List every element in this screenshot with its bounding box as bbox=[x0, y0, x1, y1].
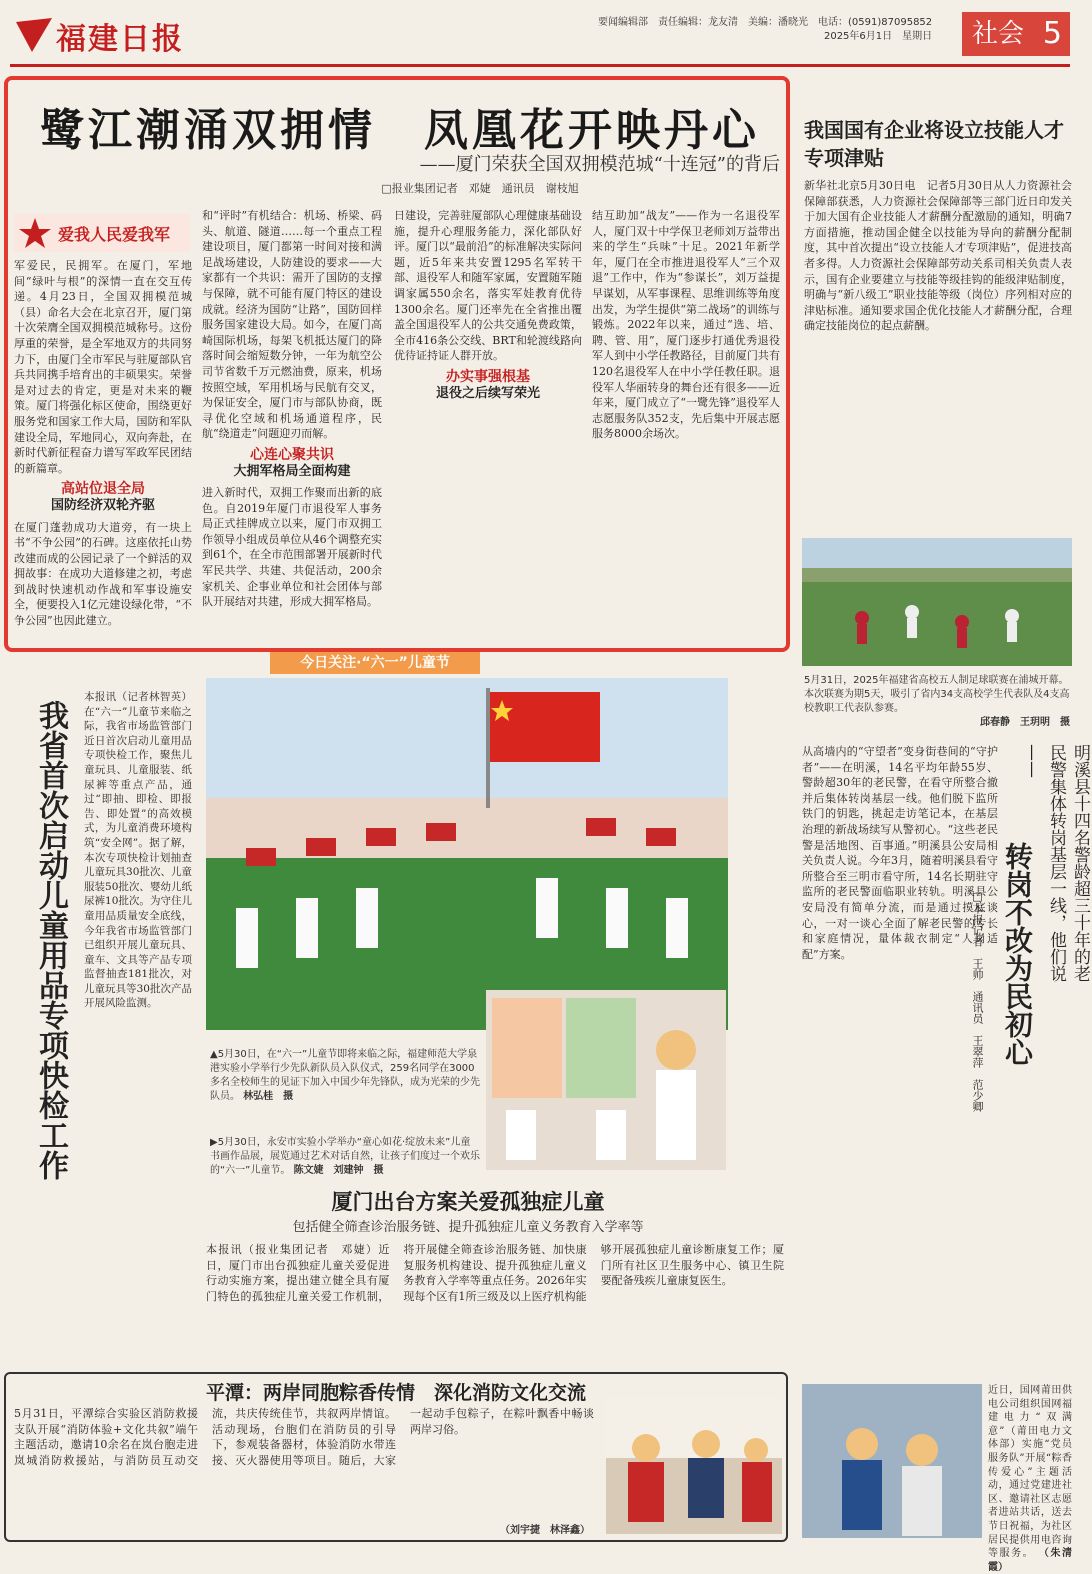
news1-body: 新华社北京5月30日电 记者5月30日从人力资源社会保障部获悉，人力资源社会保障部等三部门近日印发关于加大国有企业技能人才薪酬分配激励的通知，明确7方面措施，推动国企健全以技能为导向的薪酬分配制度，其中首次提出“设立技能人才专项津贴”，促进技高者多得。人力资源社会保障部劳动关系司相关负责人表示，国有企业要建立与技能等级挂钩的能级津贴制度，明确与“新八级工”职业技能等级（岗位）序列相对应的津贴标准。通知要求国企优化技能人才薪酬分配，合理确定技能岗位的起点薪酬。 bbox=[804, 179, 1072, 333]
lead-col-2-subhead: 大拥军格局全面构建 bbox=[233, 463, 351, 479]
lead-subtitle: ——厦门荣获全国双拥模范城“十连冠”的背后 bbox=[419, 154, 780, 175]
power-image bbox=[802, 1384, 982, 1538]
story2-body: 从高墙内的“守望者”变身街巷间的“守护者”——在明溪，14名平均年龄55岁、警龄超30年的老民警，在看守所整合撤并后集体转岗基层一线。他们脱下监所铁门的钥匙，挑起走访笔记本，在基层治理的新战场续写从警初心。“这些老民警是活地图、百事通。”明溪县公安局相关负责人说。今年3月，随着明溪县看守所整合至三明市看守所，14名长期驻守监所的老民警面临职业转轨。明溪县公安局没有简单分流，而是通过摸底谈心，一对一谈心全面了解老民警的专长和家庭情况，量体裁衣制定“人岗适配”方案。 bbox=[802, 745, 998, 961]
logo: 福建日报 bbox=[56, 22, 184, 57]
section-name: 社会 bbox=[972, 19, 1025, 49]
masthead-rule bbox=[10, 64, 1070, 67]
feature-cap1-text: ▲5月30日，在“六一”儿童节即将来临之际，福建师范大学泉港实验小学举行少先队新队员入队仪式，259名同学在3000多名全校师生的见证下加入中国少年先锋队，成为光荣的少先队员。 bbox=[210, 1049, 480, 1102]
lead-byline: □报业集团记者 邓婕 通讯员 谢枝旭 bbox=[381, 182, 579, 195]
feature-cap2 bbox=[210, 1136, 480, 1176]
logo-mark-icon bbox=[14, 16, 54, 54]
news1-title: 我国国有企业将设立技能人才专项津贴 bbox=[804, 118, 1064, 170]
pingtan-title: 平潭：两岸同胞粽香传情 深化消防文化交流 bbox=[205, 1382, 586, 1404]
feature-banner: 今日关注·“六一”儿童节 bbox=[270, 652, 480, 674]
masthead bbox=[0, 0, 1080, 66]
feature-body: 本报讯（记者林智英）在“六一”儿童节来临之际，我省市场监管部门近日首次启动儿童用品专项快检工作，聚焦儿童玩具、儿童服装、纸尿裤等重点产品，通过“即抽、即检、即报告、即处置”的高效模式，为儿童消费环境构筑“安全网”。据了解，本次专项快检计划抽查儿童玩具30批次、儿童服装50批次、婴幼儿纸尿裤10批次。为守住儿童用品质量安全底线，今年我省市场监管部门已组织开展儿童玩具、童车、文具等产品专项监督抽查181批次，对儿童玩具等30批次产品开展风险监测。 bbox=[84, 691, 192, 1010]
page-number: 5 bbox=[1042, 16, 1062, 51]
story2-kicker: 明溪县十四名警龄超三十年的老民警集体转岗基层一线，他们说—— bbox=[1022, 744, 1090, 982]
story4-credit: （朱清霞） bbox=[988, 1548, 1073, 1573]
pingtan-image bbox=[606, 1398, 782, 1534]
pingtan-body: 5月31日，平潭综合实验区消防救援支队开展“消防体验+文化共叙”端午主题活动，邀请10余名在岚台胞走进岚城消防救援站，与消防员互动交流，共庆传统佳节，共叙两岸情谊。活动现场，台胞们在消防员的引导下，参观装备器材，体验消防水带连接、灭火器使用等项目。随后，大家一起动手包粽子，在粽叶飘香中畅谈两岸习俗。 bbox=[14, 1407, 594, 1467]
feature-cap1 bbox=[210, 1048, 480, 1148]
story-title: 厦门出台方案关爱孤独症儿童 bbox=[331, 1190, 605, 1214]
football-credit: 邱春静 王玥明 摄 bbox=[980, 717, 1070, 728]
lead-col-3-text: 日建设，完善驻厦部队心理健康基础设施，提升心理服务能力，深化部队好评。厦门以“最前沿”的标准解决实际问题，近5年来共安置1295名军转干部、退役军人和随军家属，安置随军随调家属550余名，落实军娃教育优待1300余名。厦门还率先在全省推出覆盖全国退役军人的公共交通免费政策，全市416条公交线、BRT和轮渡线路向优待证持证人群开放。 bbox=[394, 209, 582, 363]
star-icon bbox=[18, 216, 52, 250]
flag-ceremony-photo bbox=[206, 678, 728, 1030]
lead-col-2 bbox=[202, 208, 382, 644]
football-caption bbox=[804, 674, 1070, 730]
story4-body bbox=[988, 1384, 1073, 1573]
lead-col-1b-text: 在厦门蓬勃成功大道旁，有一块上书“不争公园”的石碑。这座依托山势改建而成的公园记录了一个鲜活的双拥故事：在成功大道修建之初，考虑到战时快速机动作战和军事设施安全，便要投入1亿元建设绿化带，“不争公园”也因此建立。 bbox=[14, 520, 192, 628]
art-show-image bbox=[486, 990, 726, 1170]
editor-line: 要闻编辑部 责任编辑：龙友清 美编：潘晓光 电话：(0591)87095852 2025年6月1日 星期日 bbox=[598, 17, 933, 42]
lead-col-3 bbox=[394, 208, 582, 644]
lead-badge bbox=[14, 214, 190, 252]
section-badge bbox=[962, 12, 1070, 56]
feature-cap2-credit: 陈文婕 刘建钟 摄 bbox=[293, 1165, 384, 1176]
lead-col-2-redhead: 心连心聚共识 bbox=[250, 446, 334, 463]
power-photo bbox=[802, 1384, 982, 1538]
feature-cap2-text: ▶5月30日，永安市实验小学举办“童心如花·绽放未来”儿童书画作品展，展览通过艺术对话自然，让孩子们度过一个欢乐的“六一”儿童节。 bbox=[210, 1137, 480, 1176]
flag-ceremony-image bbox=[206, 678, 728, 1030]
lead-title: 鹭江潮涌双拥情 凤凰花开映丹心 bbox=[40, 105, 760, 156]
football-caption-text: 5月31日，2025年福建省高校五人制足球联赛在浦城开幕。本次联赛为期5天，吸引了省内34支高校学生代表队及4支高校教职工代表队参赛。 bbox=[804, 675, 1070, 714]
lead-col-1-subhead: 国防经济双轮齐驱 bbox=[50, 497, 155, 513]
lead-col-4-text: 结互助加“战友”——作为一名退役军人，厦门双十中学保卫老师刘万益带出来的学生“兵味”十足。2021年新学年，厦门在全市推进退役军人“三个双退”工作中，作为“参谋长”，刘万益提早谋划，从军事课程、思维训练等角度出发，为学生提供“第二战场”的训练与锻炼。2022年以来，通过“选、培、聘、管、用”，厦门逐步打通优秀退役军人到中小学任教路径，目前厦门共有120名退役军人在中小学任教任职。退役军人华丽转身的舞台还有很多——近年来，厦门成立了“一鹭先锋”退役军人志愿服务队352支，先后集中开展志愿服务8000余场次。 bbox=[592, 209, 780, 441]
pingtan-credit: （刘宇捷 林泽鑫） bbox=[500, 1525, 590, 1536]
story4-text: 近日，国网莆田供电公司组织国网福建电力“双满意”（莆田电力文体部）实施“党员服务队”开展“粽香传爱心”主题活动，通过党建进社区、邀请社区志愿者进站共话，送去节日祝福，为社区居民提供用电咨询等服务。 bbox=[988, 1385, 1072, 1560]
lead-col-4 bbox=[592, 208, 780, 644]
lead-col-1 bbox=[14, 258, 192, 642]
football-photo-image bbox=[802, 538, 1072, 666]
feature-cap1-credit: 林弘桂 摄 bbox=[243, 1091, 294, 1102]
lead-col-3-redhead: 办实事强根基 bbox=[446, 368, 530, 385]
football-photo bbox=[802, 538, 1072, 666]
story2-big-title: 转岗不改为民初心 bbox=[1001, 842, 1034, 1066]
lead-badge-label: 爱我人民爱我军 bbox=[58, 225, 171, 244]
lead-col-1-redhead: 高站位退全局 bbox=[61, 481, 145, 498]
lead-col-2b-text: 进入新时代，双拥工作聚而出新的底色。自2019年厦门市退役军人事务局正式挂牌成立以来，厦门市双拥工作领导小组成员单位从46个调整充实到61个，在全市范围部署开展新时代军民共学、共建、共促活动，200余家机关、企事业单位和社会团体与部队开展结对共建，形成大拥军格局。 bbox=[202, 486, 382, 609]
issue-date: 2025年6月1日 星期日 bbox=[823, 31, 933, 42]
story2-byline: □本报记者 王帅 通讯员 王翠萍 范少卿 bbox=[971, 890, 984, 1112]
story-subtitle: 包括健全筛查诊治服务链、提升孤独症儿童义务教育入学率等 bbox=[292, 1220, 644, 1235]
lead-col-2-text: 和“评时”有机结合：机场、桥梁、码头、航道、隧道……每一个重点工程建设项目，厦门都第一时间对接和满足战场建设，人防建设的要求——大家都有一个共识：需开了国防的支撑与保障，就不可能有厦门特区的建设成就。经济为国防“让路”，国防回样服务国家建设大局。如今，在厦门高崎国际机场，每架飞机抵达厦门的降落时间会缩短数分钟，一年为航空公司节省数千万元燃油费，原来，机场按照空域，军用机场与民航有交叉，为保证安全，厦门市与部队协商，既寻优化空域和机场通道程序，民航“绕道走”问题迎刃而解。 bbox=[202, 209, 382, 441]
art-show-photo bbox=[486, 990, 726, 1170]
lead-col-1-text: 军爱民，民拥军。在厦门，军地间“绿叶与根”的深情一直在交互传递。4月23日，全国双拥模范城（县）命名大会在北京召开，厦门第十次荣膺全国双拥模范城称号。这份厚重的荣誉，是全军地双方的共同努力下，由厦门全市军民与驻厦部队官兵共同携手培育出的丰硕果实。荣誉是对过去的肯定，更是对未来的鞭策。厦门将强化标区使命，围绕更好服务党和国家工作大局，国防和军队建设全局，军地同心，双向奔赴，在新时代新征程奋力谱写军政军民团结的新篇章。 bbox=[14, 259, 192, 475]
lead-col-3-subhead: 退役之后续写荣光 bbox=[435, 385, 540, 401]
feature-vertical-title: 我省首次启动儿童用品专项快检工作 bbox=[33, 700, 68, 1180]
pingtan-photo bbox=[606, 1398, 782, 1534]
story-body: 本报讯（报业集团记者 邓婕）近日，厦门市出台孤独症儿童关爱促进行动实施方案，提出建立健全具有厦门特色的孤独症儿童关爱工作机制，将开展健全筛查诊治服务链、加快康复服务机构建设、提升孤独症儿童义务教育入学率等重点任务。2026年实现每个区有1所三级及以上医疗机构能够开展孤独症儿童诊断康复工作；厦门所有社区卫生服务中心、镇卫生院要配备残疾儿童康复医生。 bbox=[206, 1243, 784, 1303]
